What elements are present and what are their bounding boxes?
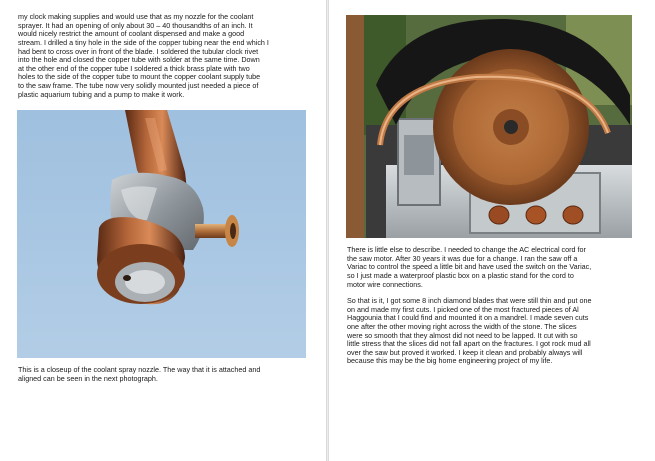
tile-saw-photo xyxy=(346,15,632,238)
left-paragraph: my clock making supplies and would use that as my nozzle for the coolant sprayer. It had an opening of only about 30 – 40 thousandths of an inch. It would nicely restrict the amount of coolant dispensed and make a good stream. I drilled a tiny hole in the side of the copper tubing near the end which I had bent to cross over in front of the blade. I soldered the tubular clock rivet into the hole and closed the copper tube with solder at the same time. Down at the other end of the copper tube I soldered a thick brass plate with two holes to the side of the copper tube to mount the copper coolant supply tube to the saw frame. The tube now very solidly mounted just needed a piece of plastic aquarium tubing and a pump to make it work. xyxy=(18,12,269,99)
left-page xyxy=(0,0,326,461)
photo-caption: This is a closeup of the coolant spray nozzle. The way that it is attached and aligned can be seen in the next photograph. xyxy=(18,365,261,383)
coolant-nozzle-photo xyxy=(17,110,306,358)
saw-illustration xyxy=(346,15,632,238)
right-paragraph-1: There is little else to describe. I needed to change the AC electrical cord for the saw motor. After 30 years it was due for a change. I ran the saw off a Variac to control the speed a little bit and have used the switch on the Variac, so I just made a waterproof plastic box on a plastic stand for the cord to motor wire connections. xyxy=(347,245,592,289)
right-paragraph-2: So that is it, I got some 8 inch diamond blades that were still thin and put one on and made my first cuts. I picked one of the most fractured pieces of Al Haggounia that I could find and mounted it on a mandrel. I made seven cuts one after the other moving right across the width of the stone. The slices were so smooth that they almost did not need to be lapped. It cut with so little stress that the slices did not fall apart on the fractures. I got rock mud all over the saw but proved it worked. I keep it clean and probably always will because this may be the big home engineering project of my life. xyxy=(347,296,592,366)
right-page xyxy=(329,0,655,461)
nozzle-illustration xyxy=(17,110,306,358)
